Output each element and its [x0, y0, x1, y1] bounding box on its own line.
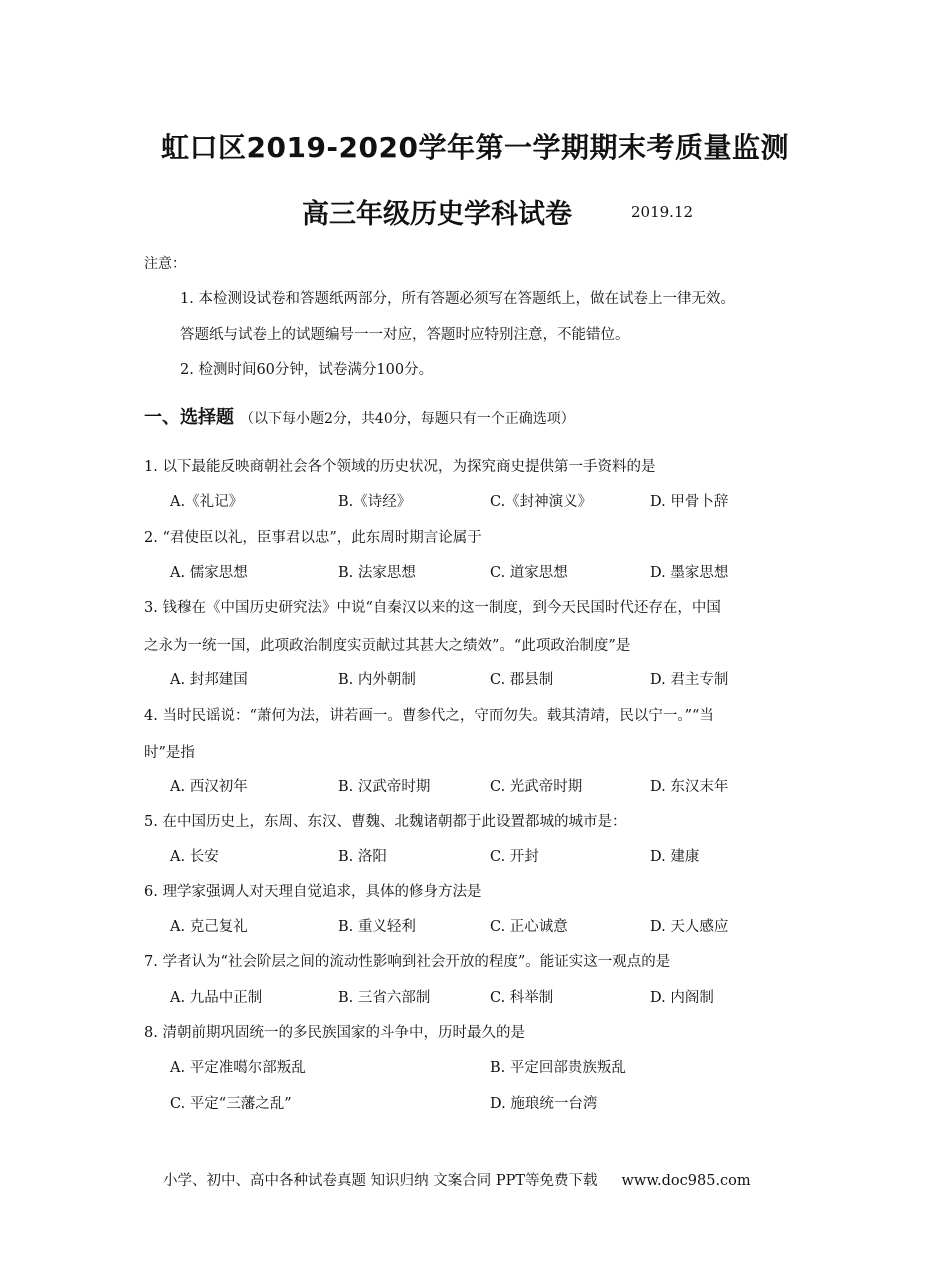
section-title: 一、选择题	[144, 407, 234, 428]
question-1-option-a: A.《礼记》	[170, 494, 244, 510]
footer-url: www.doc985.com	[621, 1173, 751, 1189]
section-heading	[144, 403, 575, 429]
question-1-option-b: B.《诗经》	[338, 494, 412, 510]
question-2-option-d: D. 墨家思想	[650, 565, 729, 581]
note-line-1: 1. 本检测设试卷和答题纸两部分，所有答题必须写在答题纸上，做在试卷上一律无效。	[180, 291, 735, 307]
footer-text: 小学、初中、高中各种试卷真题 知识归纳 文案合同 PPT等免费下载	[163, 1173, 598, 1189]
question-3-option-b: B. 内外朝制	[338, 672, 416, 688]
question-6-option-b: B. 重义轻利	[338, 919, 416, 935]
exam-subtitle: 高三年级历史学科试卷	[302, 199, 572, 230]
question-5-option-b: B. 洛阳	[338, 849, 387, 865]
question-3-option-d: D. 君主专制	[650, 672, 729, 688]
question-7-option-b: B. 三省六部制	[338, 990, 431, 1006]
question-5-option-c: C. 开封	[490, 849, 539, 865]
exam-title: 虹口区2019-2020学年第一学期期末考质量监测	[161, 131, 789, 164]
question-8-option-c: C. 平定“三藩之乱”	[170, 1096, 292, 1112]
question-7-option-a: A. 九品中正制	[170, 990, 263, 1006]
question-4-option-d: D. 东汉末年	[650, 779, 729, 795]
question-6-option-a: A. 克己复礼	[170, 919, 248, 935]
question-7-option-d: D. 内阁制	[650, 990, 714, 1006]
section-instructions: （以下每小题2分，共40分，每题只有一个正确选项）	[240, 411, 575, 427]
question-6-option-d: D. 天人感应	[650, 919, 729, 935]
question-8-option-b: B. 平定回部贵族叛乱	[490, 1060, 626, 1076]
question-3-stem-line-1: 3. 钱穆在《中国历史研究法》中说“自秦汉以来的这一制度，到今天民国时代还存在，中国	[144, 600, 721, 616]
question-3-option-a: A. 封邦建国	[170, 672, 248, 688]
question-5-option-d: D. 建康	[650, 849, 700, 865]
question-3-stem-line-2: 之永为一统一国，此项政治制度实贡献过其甚大之绩效”。“此项政治制度”是	[144, 638, 631, 654]
question-1-stem: 1. 以下最能反映商朝社会各个领域的历史状况，为探究商史提供第一手资料的是	[144, 459, 656, 475]
question-5-option-a: A. 长安	[170, 849, 219, 865]
question-2-option-c: C. 道家思想	[490, 565, 568, 581]
notes-label: 注意：	[144, 256, 186, 272]
question-4-option-b: B. 汉武帝时期	[338, 779, 431, 795]
question-8-stem: 8. 清朝前期巩固统一的多民族国家的斗争中，历时最久的是	[144, 1025, 525, 1041]
question-2-option-a: A. 儒家思想	[170, 565, 248, 581]
question-4-stem-line-2: 时”是指	[144, 745, 195, 761]
question-1-option-d: D. 甲骨卜辞	[650, 494, 729, 510]
question-6-option-c: C. 正心诚意	[490, 919, 568, 935]
exam-date: 2019.12	[631, 203, 694, 221]
question-5-stem: 5. 在中国历史上，东周、东汉、曹魏、北魏诸朝都于此设置都城的城市是：	[144, 814, 627, 830]
question-8-option-d: D. 施琅统一台湾	[490, 1096, 598, 1112]
question-2-stem: 2. “君使臣以礼，臣事君以忠”，此东周时期言论属于	[144, 530, 482, 546]
note-line-2: 答题纸与试卷上的试题编号一一对应，答题时应特别注意，不能错位。	[180, 327, 630, 343]
question-8-option-a: A. 平定准噶尔部叛乱	[170, 1060, 306, 1076]
page-footer	[163, 1169, 751, 1190]
question-1-option-c: C.《封神演义》	[490, 494, 593, 510]
question-4-option-a: A. 西汉初年	[170, 779, 248, 795]
question-7-option-c: C. 科举制	[490, 990, 554, 1006]
question-6-stem: 6. 理学家强调人对天理自觉追求，具体的修身方法是	[144, 884, 482, 900]
question-7-stem: 7. 学者认为“社会阶层之间的流动性影响到社会开放的程度”。能证实这一观点的是	[144, 954, 671, 970]
question-4-stem-line-1: 4. 当时民谣说：“萧何为法，讲若画一。曹参代之，守而勿失。载其清靖，民以宁一。”“当	[144, 708, 714, 724]
question-2-option-b: B. 法家思想	[338, 565, 416, 581]
note-line-3: 2. 检测时间60分钟，试卷满分100分。	[180, 362, 434, 378]
question-3-option-c: C. 郡县制	[490, 672, 554, 688]
question-4-option-c: C. 光武帝时期	[490, 779, 583, 795]
